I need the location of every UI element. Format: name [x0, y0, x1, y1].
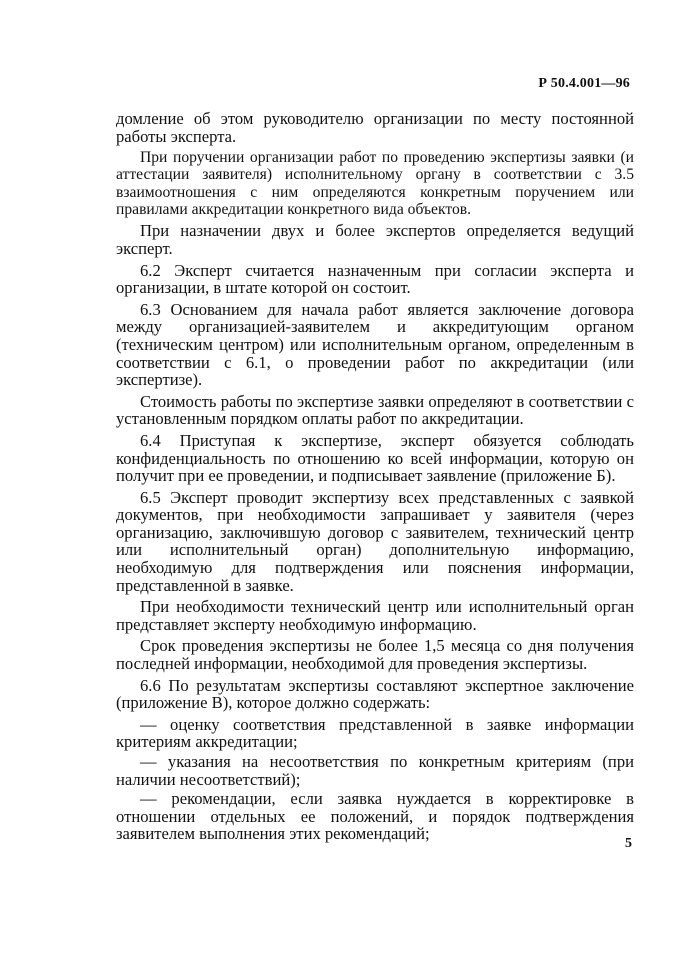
paragraph-6-6: 6.6 По результатам экспертизы составляют экспертное заключение (приложение В), которое должно содержать: — [116, 675, 634, 713]
list-item: — оценку соответствия представленной в заявке информации критериям аккредитации; — [116, 714, 634, 752]
list-item: — рекомендации, если заявка нуждается в корректировке в отношении отдельных ее положений, и порядок подтверждения заявителем выполнения этих рекомендаций; — [116, 789, 634, 844]
paragraph-organization-assignment: При поручении организации работ по проведению экспертизы заявки (и аттестации заявителя) исполнительному органу в соответствии с 3.5 взаимоотношения с ним определяются конкретным поручением или правилами аккредитации конкретного вида объектов. — [116, 149, 634, 219]
paragraph-cost: Стоимость работы по экспертизе заявки определяют в соответствии с установленным порядком оплаты работ по аккредитации. — [116, 391, 634, 429]
paragraph-technical-center: При необходимости технический центр или исполнительный орган представляет эксперту необходимую информацию. — [116, 597, 634, 634]
document-number: Р 50.4.001—96 — [538, 76, 630, 91]
list-item: — указания на несоответствия по конкретным критериям (при наличии несоответствий); — [116, 752, 634, 789]
page-number: 5 — [625, 836, 632, 851]
paragraph-6-2: 6.2 Эксперт считается назначенным при согласии эксперта и организации, в штате которой он состоит. — [116, 260, 634, 298]
body-text — [116, 110, 634, 845]
paragraph-6-4: 6.4 Приступая к экспертизе, эксперт обязуется соблюдать конфиденциальность по отношению ко всей информации, которую он получит при ее проведении, и подписывает заявление (приложение Б). — [116, 430, 634, 486]
paragraph-6-5: 6.5 Эксперт проводит экспертизу всех представленных с заявкой документов, при необходимости запрашивает у заявителя (через организацию, заключившую договор с заявителем, технический центр или исполнительный орган) дополнительную информацию, необходимую для подтверждения или пояснения информации, представленной в заявке. — [116, 487, 634, 595]
paragraph-lead-expert: При назначении двух и более экспертов определяется ведущий эксперт. — [116, 221, 634, 258]
paragraph-deadline: Срок проведения экспертизы не более 1,5 месяца со дня получения последней информации, необходимой для проведения экспертизы. — [116, 636, 634, 674]
paragraph-continuation: домление об этом руководителю организации по месту постоянной работы эксперта. — [116, 109, 634, 146]
paragraph-6-3: 6.3 Основанием для начала работ является заключение договора между организацией-заявителем и аккредитующим органом (техническим центром) или исполнительным органом, определенным в соответствии с 6.1, о проведении работ по аккредитации (или экспертизе). — [116, 299, 634, 390]
